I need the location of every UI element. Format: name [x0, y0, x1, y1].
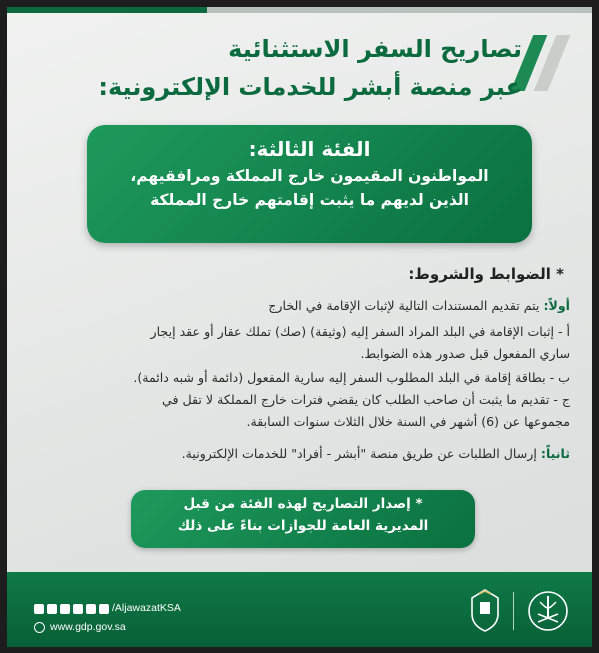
- rule-item-c-line-2: مجموعها عن (6) أشهر في السنة خلال الثلاث سنوات السابقة.: [246, 414, 570, 429]
- note-line-1: * إصدار التصاريح لهذه الفئة من قبل: [183, 496, 423, 512]
- rule-first-text: يتم تقديم المستندات التالية لإثبات الإقامة في الخارج: [268, 298, 540, 313]
- category-heading: الفئة الثالثة:: [248, 137, 371, 161]
- rule-first-label: أولاً:: [543, 298, 570, 313]
- rules-heading: * الضوابط والشروط:: [408, 265, 564, 283]
- globe-icon: [34, 622, 45, 633]
- rule-first: [25, 296, 570, 316]
- youtube-icon[interactable]: [34, 604, 44, 614]
- category-box: [87, 125, 532, 243]
- top-stripe-right: [207, 7, 592, 13]
- rule-item-a-line-1: أ - إثبات الإقامة في البلد المراد السفر إليه (وثيقة) (صك) تملك عقار أو عقد إيجار: [150, 324, 570, 339]
- instagram-icon[interactable]: [86, 604, 96, 614]
- facebook-icon[interactable]: [60, 604, 70, 614]
- page-title-line-2: عبر منصة أبشر للخدمات الإلكترونية:: [98, 73, 522, 101]
- website-link[interactable]: [34, 621, 126, 633]
- footer: [7, 572, 592, 647]
- jawazat-logo-icon: [466, 586, 504, 634]
- rule-item-a-line-2: ساري المفعول قبل صدور هذه الضوابط.: [360, 346, 570, 361]
- category-line-1: المواطنون المقيمون خارج المملكة ومرافقيهم،: [130, 167, 489, 185]
- rule-second-text: إرسال الطلبات عن طريق منصة "أبشر - أفراد" للخدمات الإلكترونية.: [181, 446, 537, 461]
- twitter-icon[interactable]: [99, 604, 109, 614]
- linkedin-icon[interactable]: [47, 604, 57, 614]
- announcement-card: [7, 7, 592, 647]
- rule-item-c-line-1: ج - تقديم ما يثبت أن صاحب الطلب كان يقضي فترات خارج المملكة لا تقل في: [162, 392, 570, 407]
- rule-item-b: ب - بطاقة إقامة في البلد المطلوب السفر إليه سارية المفعول (دائمة أو شبه دائمة).: [133, 370, 570, 385]
- rule-second-label: ثانياً:: [540, 446, 570, 461]
- social-handle[interactable]: /AljawazatKSA: [112, 602, 181, 614]
- saudi-emblem-icon: [528, 588, 568, 634]
- social-icons: [34, 604, 109, 614]
- note-box: [131, 490, 475, 548]
- category-line-2: الذين لديهم ما يثبت إقامتهم خارج المملكة: [150, 191, 469, 209]
- note-line-2: المديرية العامة للجوازات بناءً على ذلك: [177, 518, 429, 534]
- logo-divider: [513, 592, 514, 630]
- website-text: www.gdp.gov.sa: [50, 621, 126, 633]
- rule-second: [25, 444, 570, 464]
- snapchat-icon[interactable]: [73, 604, 83, 614]
- page-title-line-1: تصاريح السفر الاستثنائية: [228, 35, 522, 63]
- top-stripe-left: [7, 7, 207, 13]
